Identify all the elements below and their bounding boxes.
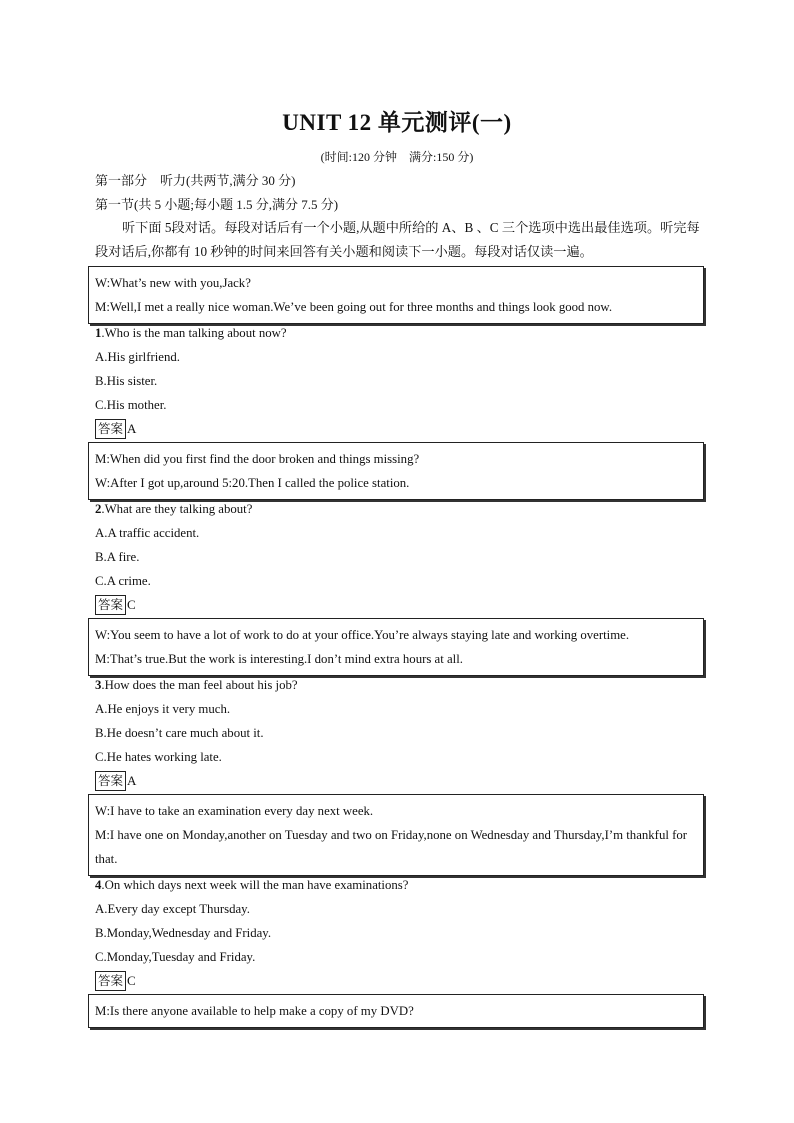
option-b: B.His sister. xyxy=(95,374,158,388)
dialogue-line: W:What’s new with you,Jack? xyxy=(95,276,251,290)
question-number: 1 xyxy=(95,326,102,340)
question-1 xyxy=(95,324,287,342)
question-text: .Who is the man talking about now? xyxy=(101,326,287,340)
option-a: A.Every day except Thursday. xyxy=(95,902,250,916)
dialogue-line: W:You seem to have a lot of work to do at your office.You’re always staying late and working overtime. xyxy=(95,628,630,642)
dialogue-line: M:That’s true.But the work is interesting.I don’t mind extra hours at all. xyxy=(95,652,463,666)
option-b: B.Monday,Wednesday and Friday. xyxy=(95,926,272,940)
answer-4 xyxy=(95,971,136,991)
question-3 xyxy=(95,676,298,694)
dialogue-box-5 xyxy=(88,994,704,1028)
question-text: .How does the man feel about his job? xyxy=(101,678,298,692)
option-b: B.A fire. xyxy=(95,550,140,564)
dialogue-box-2 xyxy=(88,442,704,500)
answer-2 xyxy=(95,595,136,615)
instructions: 听下面 5段对话。每段对话后有一个小题,从题中所给的 A、B 、C 三个选项中选出最佳选项。听完每段对话后,你都有 10 秒钟的时间来回答有关小题和阅读下一小题。每段对话仅读一遍。 xyxy=(95,220,700,259)
question-number: 3 xyxy=(95,678,102,692)
question-text: .On which days next week will the man have examinations? xyxy=(101,878,409,892)
answer-value: A xyxy=(127,773,137,788)
part-heading: 第一部分 听力(共两节,满分 30 分) xyxy=(95,173,296,188)
answer-label: 答案 xyxy=(95,771,126,791)
option-a: A.His girlfriend. xyxy=(95,350,180,364)
dialogue-line: M:Well,I met a really nice woman.We’ve been going out for three months and things look good now. xyxy=(95,300,613,314)
dialogue-line: M:When did you first find the door broken and things missing? xyxy=(95,452,420,466)
question-text: .What are they talking about? xyxy=(101,502,253,516)
answer-label: 答案 xyxy=(95,419,126,439)
question-2 xyxy=(95,500,252,518)
section-heading: 第一节(共 5 小题;每小题 1.5 分,满分 7.5 分) xyxy=(95,197,339,212)
dialogue-box-4 xyxy=(88,794,704,876)
answer-label: 答案 xyxy=(95,971,126,991)
question-number: 4 xyxy=(95,878,102,892)
answer-value: C xyxy=(127,973,136,988)
question-4 xyxy=(95,876,408,894)
answer-value: A xyxy=(127,421,137,436)
dialogue-line: W:I have to take an examination every day next week. xyxy=(95,804,374,818)
page-title: UNIT 12 单元测评(一) xyxy=(282,110,512,135)
option-c: C.He hates working late. xyxy=(95,750,222,764)
answer-value: C xyxy=(127,597,136,612)
option-b: B.He doesn’t care much about it. xyxy=(95,726,264,740)
answer-label: 答案 xyxy=(95,595,126,615)
option-c: C.A crime. xyxy=(95,574,151,588)
option-c: C.His mother. xyxy=(95,398,167,412)
dialogue-box-1 xyxy=(88,266,704,324)
answer-3 xyxy=(95,771,136,791)
option-c: C.Monday,Tuesday and Friday. xyxy=(95,950,256,964)
dialogue-line: W:After I got up,around 5:20.Then I called the police station. xyxy=(95,476,410,490)
dialogue-box-3 xyxy=(88,618,704,676)
dialogue-line: M:I have one on Monday,another on Tuesday and two on Friday,none on Wednesday and Thursday,I’m thankful for that. xyxy=(95,828,688,866)
answer-1 xyxy=(95,419,136,439)
question-number: 2 xyxy=(95,502,102,516)
option-a: A.He enjoys it very much. xyxy=(95,702,231,716)
option-a: A.A traffic accident. xyxy=(95,526,200,540)
dialogue-line: M:Is there anyone available to help make a copy of my DVD? xyxy=(95,1004,414,1018)
exam-time-score: (时间:120 分钟 满分:150 分) xyxy=(320,150,474,164)
